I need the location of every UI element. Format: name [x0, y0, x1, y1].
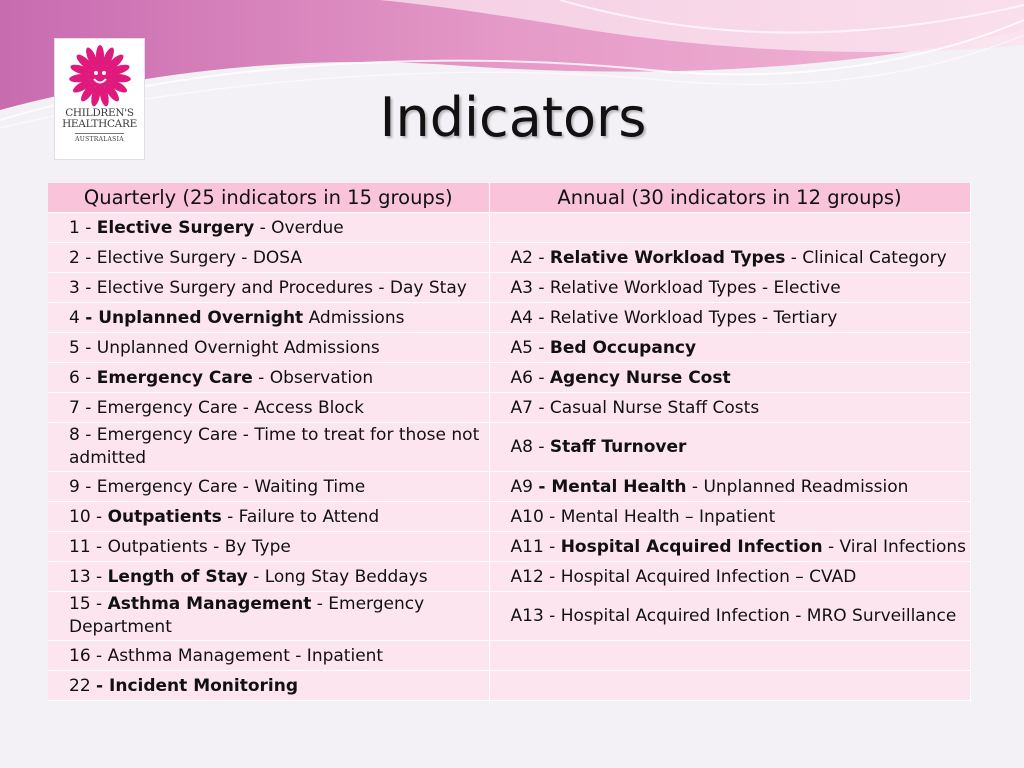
- quarterly-cell: [48, 532, 489, 562]
- indicator-text: 3 - Elective Surgery and Procedures - Day Stay: [69, 277, 467, 298]
- indicator-text: 8 - Emergency Care - Time to treat for those not admitted: [69, 425, 480, 468]
- table-row: [48, 502, 970, 532]
- indicator-group-name: Agency Nurse Cost: [549, 367, 731, 388]
- quarterly-cell: [48, 303, 489, 333]
- indicators-table: [48, 183, 971, 701]
- table-row: [48, 243, 970, 273]
- annual-cell: [489, 363, 970, 393]
- table-row: [48, 532, 970, 562]
- indicator-text: 5 - Unplanned Overnight Admissions: [69, 337, 380, 358]
- annual-cell: [489, 592, 970, 641]
- indicator-group-name: Elective Surgery: [96, 217, 255, 238]
- header-quarterly: Quarterly (25 indicators in 15 groups): [48, 183, 489, 213]
- indicator-group-name: Length of Stay: [107, 566, 248, 587]
- quarterly-cell: [48, 273, 489, 303]
- indicator-text: - Long Stay Beddays: [247, 566, 428, 587]
- indicator-text: A9: [510, 476, 539, 497]
- indicator-group-name: Bed Occupancy: [549, 337, 697, 358]
- indicator-text: A12 - Hospital Acquired Infection – CVAD: [510, 566, 857, 587]
- quarterly-cell: [48, 671, 489, 701]
- indicator-text: A11 -: [510, 536, 561, 557]
- indicator-text: - Emergency Department: [69, 594, 425, 637]
- quarterly-cell: [48, 333, 489, 363]
- table-row: [48, 472, 970, 502]
- indicator-text: 2 - Elective Surgery - DOSA: [69, 247, 303, 268]
- table-row: [48, 592, 970, 641]
- indicator-group-name: Relative Workload Types: [549, 247, 786, 268]
- indicator-text: - Unplanned Readmission: [686, 476, 909, 497]
- indicator-text: A4 - Relative Workload Types - Tertiary: [510, 307, 838, 328]
- indicator-text: A3 - Relative Workload Types - Elective: [510, 277, 841, 298]
- indicator-text: 13 -: [69, 566, 108, 587]
- indicator-text: Admissions: [303, 307, 405, 328]
- quarterly-cell: [48, 423, 489, 472]
- quarterly-cell: [48, 592, 489, 641]
- indicator-group-name: Asthma Management: [107, 594, 312, 614]
- indicator-text: A5 -: [510, 337, 550, 358]
- quarterly-cell: [48, 363, 489, 393]
- table-row: [48, 363, 970, 393]
- quarterly-cell: [48, 562, 489, 592]
- annual-cell: [489, 502, 970, 532]
- table-row: [48, 641, 970, 671]
- annual-cell: [489, 303, 970, 333]
- annual-cell: [489, 472, 970, 502]
- annual-cell: [489, 423, 970, 472]
- indicator-text: 9 - Emergency Care - Waiting Time: [69, 476, 366, 497]
- indicator-text: A2 -: [510, 247, 550, 268]
- logo-text-line3: AUSTRALASIA: [75, 133, 124, 143]
- quarterly-cell: [48, 213, 489, 243]
- annual-cell: [489, 562, 970, 592]
- indicator-group-name: Outpatients: [107, 506, 222, 527]
- indicator-text: 6 -: [69, 367, 97, 388]
- indicator-text: - Viral Infections: [822, 536, 967, 557]
- quarterly-cell: [48, 393, 489, 423]
- indicator-text: A10 - Mental Health – Inpatient: [510, 506, 776, 527]
- header-annual: Annual (30 indicators in 12 groups): [489, 183, 970, 213]
- annual-cell: [489, 393, 970, 423]
- table-row: [48, 423, 970, 472]
- indicator-text: - Observation: [252, 367, 374, 388]
- quarterly-cell: [48, 641, 489, 671]
- indicator-group-name: Staff Turnover: [549, 436, 687, 457]
- annual-cell: [489, 671, 970, 701]
- annual-cell: [489, 641, 970, 671]
- indicator-text: 22: [69, 675, 97, 696]
- indicator-text: A6 -: [510, 367, 550, 388]
- indicator-text: 1 -: [69, 217, 97, 238]
- annual-cell: [489, 333, 970, 363]
- table-body: [48, 213, 970, 701]
- indicator-text: 7 - Emergency Care - Access Block: [69, 397, 364, 418]
- indicator-group-name: Hospital Acquired Infection: [560, 536, 823, 557]
- table-row: [48, 562, 970, 592]
- indicator-text: A8 -: [510, 436, 550, 457]
- annual-cell: [489, 213, 970, 243]
- quarterly-cell: [48, 502, 489, 532]
- indicator-text: - Failure to Attend: [221, 506, 380, 527]
- table-row: [48, 213, 970, 243]
- logo-text-line2: HEALTHCARE: [62, 118, 137, 130]
- table-row: [48, 333, 970, 363]
- page-title: Indicators: [379, 86, 647, 149]
- indicator-text: 16 - Asthma Management - Inpatient: [69, 645, 384, 666]
- table-row: [48, 303, 970, 333]
- indicator-group-name: - Unplanned Overnight: [85, 307, 304, 328]
- table-header-row: [48, 183, 970, 213]
- indicator-text: 11 - Outpatients - By Type: [69, 536, 291, 557]
- logo-text-line1: CHILDREN'S: [65, 107, 134, 119]
- indicator-text: 10 -: [69, 506, 108, 527]
- quarterly-cell: [48, 243, 489, 273]
- indicator-text: 4: [69, 307, 86, 328]
- annual-cell: [489, 243, 970, 273]
- quarterly-cell: [48, 472, 489, 502]
- indicator-group-name: - Incident Monitoring: [96, 675, 299, 696]
- indicator-text: - Clinical Category: [785, 247, 947, 268]
- table-row: [48, 671, 970, 701]
- annual-cell: [489, 273, 970, 303]
- indicator-text: A7 - Casual Nurse Staff Costs: [510, 397, 760, 418]
- annual-cell: [489, 532, 970, 562]
- indicator-text: - Overdue: [254, 217, 344, 238]
- indicator-text: 15 -: [69, 594, 108, 614]
- indicator-group-name: - Mental Health: [538, 476, 687, 497]
- indicator-group-name: Emergency Care: [96, 367, 253, 388]
- table-row: [48, 393, 970, 423]
- table-row: [48, 273, 970, 303]
- indicator-text: A13 - Hospital Acquired Infection - MRO Surveillance: [510, 605, 957, 626]
